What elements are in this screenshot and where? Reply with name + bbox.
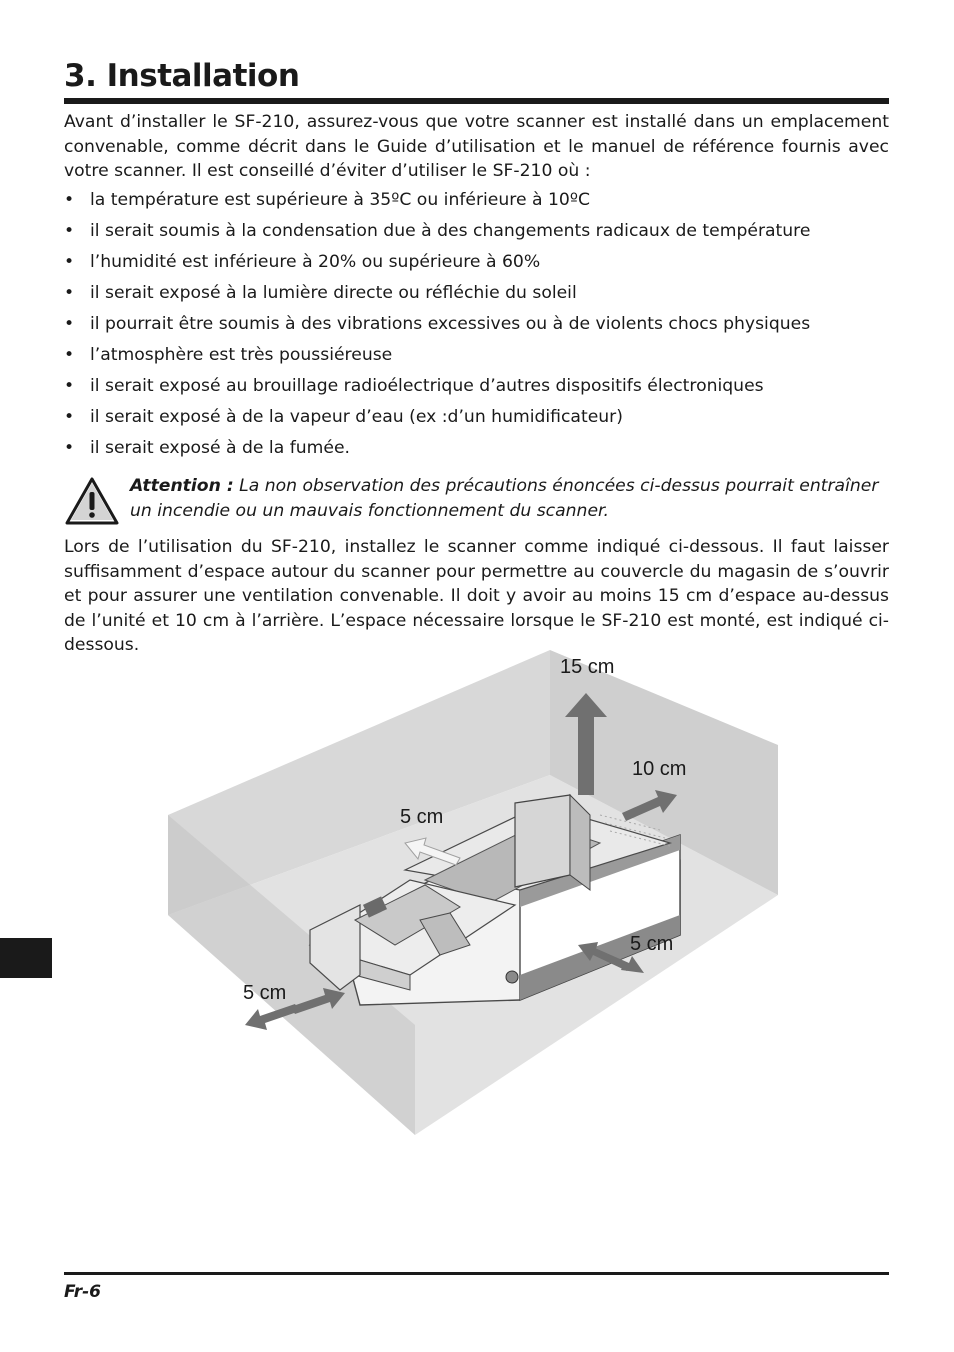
bullet-icon: • <box>64 314 75 334</box>
intro-paragraph: Avant d’installer le SF-210, assurez-vous que votre scanner est installé dans un emplacement convenable, comme décrit dans le Guide d’utilisation et le manuel de référence fournis avec votre scanner. Il est conseillé d’éviter d’utiliser le SF-210 où : <box>64 112 889 181</box>
clearance-label-right: 5 cm <box>630 933 674 955</box>
bullet-icon: • <box>64 376 75 396</box>
list-item: • il serait soumis à la condensation due à des changements radicaux de température <box>64 216 889 247</box>
page-title: 3. Installation <box>64 58 300 94</box>
bullet-icon: • <box>64 345 75 365</box>
warning-label: Attention : <box>130 476 234 496</box>
precautions-list <box>64 185 889 464</box>
title-underline <box>64 98 889 104</box>
installation-paragraph: Lors de l’utilisation du SF-210, installez le scanner comme indiqué ci-dessous. Il faut laisser suffisamment d’espace autour du scanner pour permettre au couvercle du magasin de s’ouvrir et pour assurer une ventilation convenable. Il doit y avoir au moins 15 cm d’espace au-dessus de l’unité et 10 cm à l’arrière. L’espace nécessaire lorsque le SF-210 est monté, est indiqué ci-dessous. <box>64 537 889 655</box>
bullet-icon: • <box>64 407 75 427</box>
footer-rule <box>64 1272 889 1275</box>
installation-clearance-illustration <box>160 645 790 1140</box>
warning-text: La non observation des précautions énoncées ci-dessus pourrait entraîner un incendie ou un mauvais fonctionnement du scanner. <box>130 476 879 521</box>
chapter-tab <box>0 938 52 978</box>
clearance-label-back: 10 cm <box>632 758 687 780</box>
list-item: • il serait exposé à de la vapeur d’eau (ex :d’un humidificateur) <box>64 402 889 433</box>
page-number: Fr-6 <box>64 1282 102 1302</box>
bullet-icon: • <box>64 252 75 272</box>
list-item: • il pourrait être soumis à des vibrations excessives ou à de violents chocs physiques <box>64 309 889 340</box>
clearance-label-front: 5 cm <box>243 982 287 1004</box>
clearance-label-left: 5 cm <box>400 806 444 828</box>
warning-triangle-icon <box>64 476 120 526</box>
warning-note <box>130 474 889 523</box>
list-item: • il serait exposé à de la fumée. <box>64 433 889 464</box>
list-item: • il serait exposé à la lumière directe ou réfléchie du soleil <box>64 278 889 309</box>
bullet-icon: • <box>64 221 75 241</box>
list-item: • la température est supérieure à 35ºC ou inférieure à 10ºC <box>64 185 889 216</box>
list-item: • il serait exposé au brouillage radioélectrique d’autres dispositifs électroniques <box>64 371 889 402</box>
list-item: • l’humidité est inférieure à 20% ou supérieure à 60% <box>64 247 889 278</box>
list-item: • l’atmosphère est très poussiéreuse <box>64 340 889 371</box>
bullet-icon: • <box>64 283 75 303</box>
clearance-label-top: 15 cm <box>560 656 615 678</box>
bullet-icon: • <box>64 190 75 210</box>
bullet-icon: • <box>64 438 75 458</box>
